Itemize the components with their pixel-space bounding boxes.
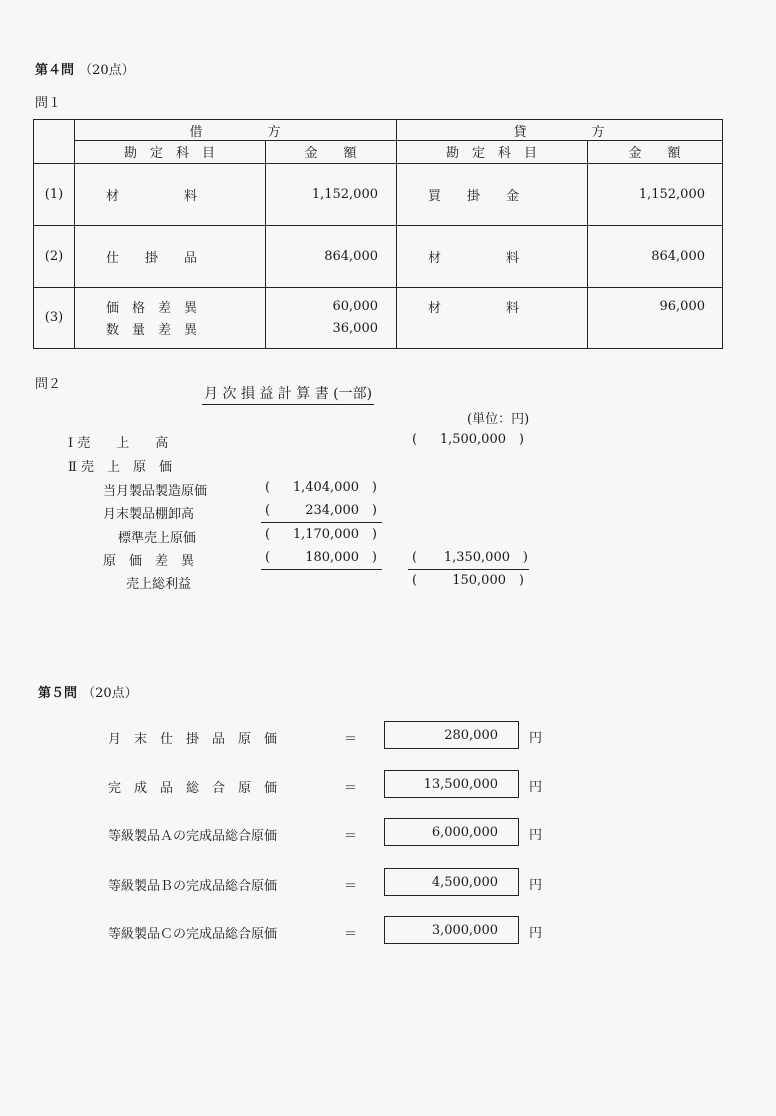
cogs-label: Ⅱ 売 上 原 価 (68, 460, 172, 475)
q5-answer-box (384, 916, 519, 944)
debit-amount: 60,000 (332, 298, 378, 314)
q5-value: 4,500,000 (431, 874, 498, 890)
yen-unit: 円 (529, 731, 543, 746)
q5-value: 13,500,000 (423, 776, 498, 792)
credit-account-header: 勘 定 科 目 (445, 146, 537, 161)
mfg-cost-label: 当月製品製造原価 (103, 484, 208, 499)
sales-label: Ⅰ 売 上 高 (68, 436, 169, 451)
q4-title: 第４問 (35, 63, 75, 78)
yen-unit: 円 (529, 926, 543, 941)
cogs-total-value: 1,350,000 (443, 550, 510, 565)
q5-answer-box (384, 770, 519, 798)
paren-open: ( (412, 550, 418, 565)
paren-open: ( (412, 432, 418, 447)
debit-amount-header: 金 額 (304, 146, 357, 161)
q5-label: 等級製品Ｂの完成品総合原価 (108, 879, 278, 894)
gross-profit-label: 売上総利益 (126, 577, 192, 592)
yen-unit: 円 (529, 828, 543, 843)
journal-table (33, 119, 723, 349)
row-number: (2) (44, 248, 64, 264)
variance-label: 原 価 差 異 (103, 554, 195, 569)
ending-inventory-label: 月末製品棚卸高 (103, 507, 195, 522)
credit-amount-header: 金 額 (628, 146, 681, 161)
sales-value: 1,500,000 (439, 432, 506, 447)
q5-value: 280,000 (444, 727, 498, 743)
debit-account: 材 料 (106, 188, 198, 204)
variance-value: 180,000 (305, 550, 359, 565)
q4-sub1: 問１ (35, 96, 62, 111)
paren-open: ( (265, 503, 271, 518)
gross-profit-value: 150,000 (452, 573, 506, 588)
debit-amount: 36,000 (332, 320, 378, 336)
debit-amount: 1,152,000 (311, 186, 378, 202)
q5-answer-box (384, 721, 519, 749)
sales-amount-field (412, 432, 524, 450)
paren-close: ) (518, 432, 524, 447)
q5-answer-box (384, 868, 519, 896)
equals-sign: ＝ (344, 927, 358, 942)
paren-open: ( (265, 480, 271, 495)
row-number: (1) (44, 186, 64, 202)
q5-answer-box (384, 818, 519, 846)
q4-points: （20点） (79, 63, 135, 78)
q4-sub2: 問２ (35, 377, 62, 392)
subtotal-rule (261, 569, 382, 570)
unit-label: (単位：円) (467, 412, 530, 427)
ending-inventory-value: 234,000 (305, 503, 359, 518)
credit-amount: 96,000 (659, 298, 705, 314)
standard-cogs-label: 標準売上原価 (118, 531, 197, 546)
debit-account-header: 勘 定 科 目 (123, 146, 215, 161)
q5-points: （20点） (82, 686, 138, 701)
subtotal-rule (261, 522, 382, 523)
credit-account: 材 料 (428, 300, 520, 316)
q5-label: 完 成 品 総 合 原 価 (108, 781, 278, 796)
q5-value: 3,000,000 (431, 922, 498, 938)
variance-field (265, 550, 377, 568)
total-rule (408, 569, 529, 570)
row-number: (3) (44, 310, 64, 325)
standard-cogs-value: 1,170,000 (292, 527, 359, 542)
paren-open: ( (265, 527, 271, 542)
credit-amount: 1,152,000 (638, 186, 705, 202)
paren-close: ) (371, 503, 377, 518)
q5-label: 等級製品Ｃの完成品総合原価 (108, 927, 278, 942)
debit-account: 数 量 差 異 (106, 322, 198, 338)
credit-account: 材 料 (428, 250, 520, 266)
credit-amount: 864,000 (651, 248, 705, 264)
gross-profit-field (412, 573, 524, 591)
equals-sign: ＝ (344, 879, 358, 894)
q5-value: 6,000,000 (431, 824, 498, 840)
cogs-total-field (412, 550, 528, 568)
paren-close: ) (518, 573, 524, 588)
debit-account: 仕 掛 品 (106, 250, 198, 266)
debit-account: 価 格 差 異 (106, 300, 198, 316)
credit-header: 貸 方 (513, 124, 605, 140)
yen-unit: 円 (529, 780, 543, 795)
yen-unit: 円 (529, 878, 543, 893)
equals-sign: ＝ (344, 732, 358, 747)
ending-inventory-field (265, 503, 377, 521)
statement-title: 月 次 損 益 計 算 書 (一部) (202, 383, 374, 405)
q5-label: 等級製品Ａの完成品総合原価 (108, 829, 278, 844)
paren-open: ( (265, 550, 271, 565)
standard-cogs-field (265, 527, 377, 545)
paren-close: ) (522, 550, 528, 565)
paren-close: ) (371, 480, 377, 495)
credit-account: 買 掛 金 (428, 188, 520, 204)
equals-sign: ＝ (344, 829, 358, 844)
paren-close: ) (371, 550, 377, 565)
paren-open: ( (412, 573, 418, 588)
equals-sign: ＝ (344, 781, 358, 796)
q5-title: 第５問 (38, 686, 78, 701)
mfg-cost-value: 1,404,000 (292, 480, 359, 495)
paren-close: ) (371, 527, 377, 542)
q5-heading (38, 682, 138, 701)
debit-header: 借 方 (189, 124, 281, 140)
debit-amount: 864,000 (324, 248, 378, 264)
mfg-cost-field (265, 480, 377, 498)
q4-heading (35, 59, 135, 78)
q5-label: 月 末 仕 掛 品 原 価 (108, 732, 278, 747)
